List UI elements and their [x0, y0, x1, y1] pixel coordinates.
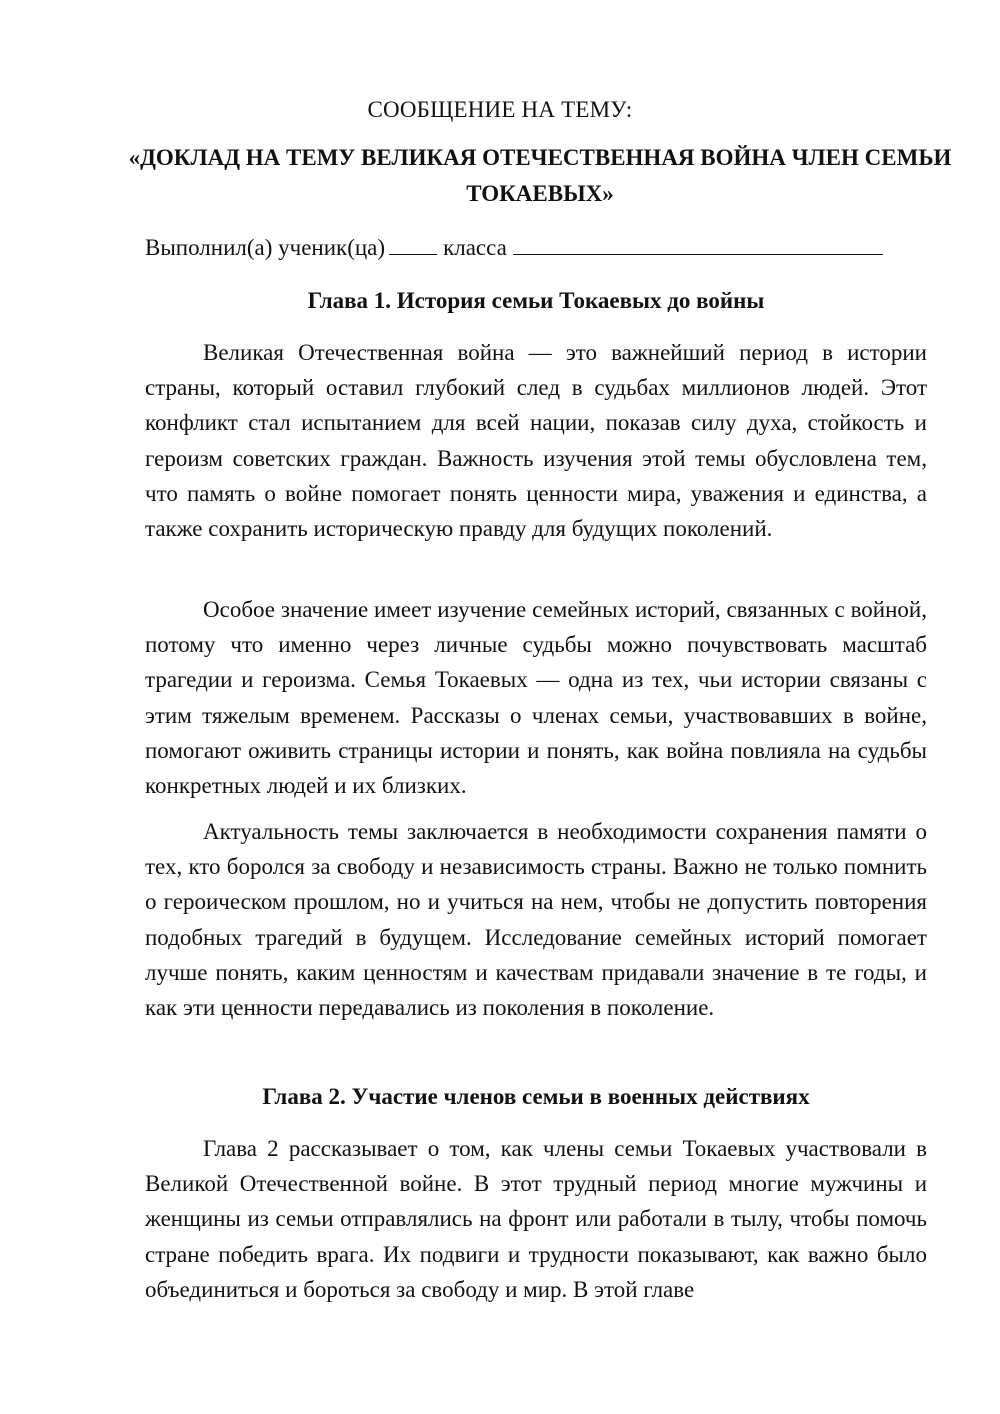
chapter-1-paragraph: Актуальность темы заключается в необходимости сохранения памяти о тех, кто боролся за свободу и независимость страны. Важно не только помнить о героическом прошлом, но и учиться на нем, чтобы не допустить повторения подобных трагедий в будущем. Исследование семейных историй помогает лучше понять, каким ценностям и качествам придавали значение в те годы, и как эти ценности передавались из поколения в поколение.	[145, 819, 927, 1021]
chapter-1-paragraph: Особое значение имеет изучение семейных историй, связанных с войной, потому что именно через личные судьбы можно почувствовать масштаб трагедии и героизма. Семья Токаевых — одна из тех, чьи истории связаны с этим тяжелым временем. Рассказы о членах семьи, участвовавших в войне, помогают оживить страницы истории и понять, как война повлияла на судьбы конкретных людей и их близких.	[145, 597, 927, 799]
name-blank-field[interactable]	[513, 232, 883, 255]
grade-blank-field[interactable]	[389, 232, 437, 255]
document-title: «ДОКЛАД НА ТЕМУ ВЕЛИКАЯ ОТЕЧЕСТВЕННАЯ ВОЙНА ЧЛЕН СЕМЬИ ТОКАЕВЫХ»	[128, 145, 952, 206]
chapter-2-paragraph: Глава 2 рассказывает о том, как члены семьи Токаевых участвовали в Великой Отечественной войне. В этот трудный период многие мужчины и женщины из семьи отправлялись на фронт или работали в тылу, чтобы помочь стране победить врага. Их подвиги и трудности показывают, как важно было объединиться и бороться за свободу и мир. В этой главе	[145, 1136, 927, 1302]
author-prefix: Выполнил(а) ученик(ца)	[145, 235, 386, 260]
subject-line: СООБЩЕНИЕ НА ТЕМУ:	[367, 97, 633, 122]
chapter-1-heading: Глава 1. История семьи Токаевых до войны	[307, 288, 765, 313]
chapter-1-paragraph: Великая Отечественная война — это важнейший период в истории страны, который оставил глубокий след в судьбах миллионов людей. Этот конфликт стал испытанием для всей нации, показав силу духа, стойкость и героизм советских граждан. Важность изучения этой темы обусловлена тем, что память о войне помогает понять ценности мира, уважения и единства, а также сохранить историческую правду для будущих поколений.	[145, 340, 927, 542]
chapter-2-heading: Глава 2. Участие членов семьи в военных действиях	[262, 1084, 810, 1109]
class-label: класса	[443, 235, 507, 260]
author-line	[145, 232, 935, 263]
